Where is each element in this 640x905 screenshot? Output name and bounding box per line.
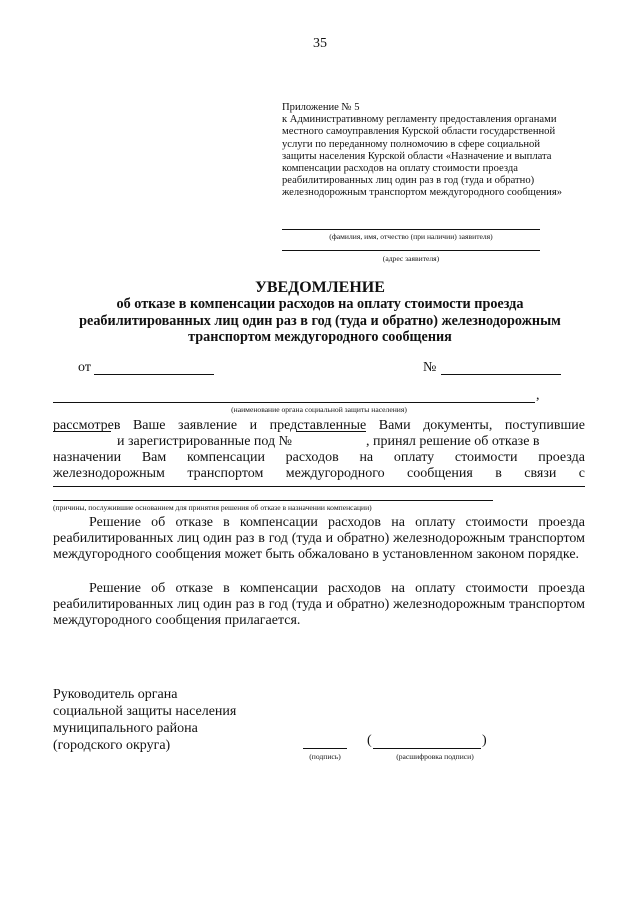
document-title: УВЕДОМЛЕНИЕ [255,279,385,296]
organ-caption: (наименование органа социальной защиты населения) [231,405,407,414]
signatory-line: (городского округа) [53,738,171,753]
document-subtitle: об отказе в компенсации расходов на оплату стоимости проезда реабилитированных лиц один раз в год (туда и обратно) железнодорожным транспортом междугородного сообщения [79,296,561,345]
appendix-line: Приложение № 5 [282,102,360,113]
paragraph-attached: Решение об отказе в компенсации расходов на оплату стоимости проезда реабилитированных лиц один раз в год (туда и обратно) железнодорожным транспортом междугородного сообщения прилагается. [53,581,585,628]
body-line-3: назначении Вам компенсации расходов на оплату стоимости проезда [53,450,585,465]
applicant-name-caption: (фамилия, имя, отчество (при наличии) заявителя) [329,232,493,241]
signatory-line: социальной защиты населения [53,704,237,719]
appendix-line: железнодорожным транспортом междугородного сообщения» [282,187,563,199]
number-field[interactable] [441,374,561,375]
page-number: 35 [313,36,327,51]
appendix-line: к Административному регламенту предоставления органами [282,114,557,126]
number-label: № [423,360,437,375]
received-date-field[interactable] [53,431,111,432]
from-label: от [78,360,91,375]
signatory-block [53,686,236,754]
signatory-line: муниципального района [53,721,198,736]
appendix-line: компенсации расходов на оплату стоимости проезда [282,163,518,175]
date-field[interactable] [94,374,214,375]
paragraph-appeal: Решение об отказе в компенсации расходов на оплату стоимости проезда реабилитированных лиц один раз в год (туда и обратно) железнодорожным транспортом междугородного сообщения может быть обжаловано в установленном законом порядке. [53,515,585,562]
appendix-line: услуги по переданному полномочию в сфере социальной [282,138,541,150]
reason-caption: (причины, послужившие основанием для принятия решения об отказе в назначении компенсации) [53,503,372,512]
organ-name-field[interactable] [53,402,535,403]
decode-caption: (расшифровка подписи) [396,752,474,761]
signature-decode-field[interactable] [373,748,481,749]
decode-open-paren: ( [367,733,372,748]
body-text [53,418,585,482]
signatory-line: Руководитель органа [53,687,178,702]
reason-field-1[interactable] [53,486,585,487]
applicant-address-line[interactable] [282,250,540,251]
applicant-name-line[interactable] [282,229,540,230]
body-line-2: и зарегистрированные под № , принял решение об отказе в [53,434,585,450]
signature-field[interactable] [303,748,347,749]
registration-number-field[interactable] [296,431,366,432]
reason-field-2[interactable] [53,500,493,501]
signature-caption: (подпись) [309,752,341,761]
applicant-address-caption: (адрес заявителя) [382,254,440,263]
appendix-note [282,102,582,200]
body-line-4: железнодорожным транспортом междугородного сообщения в связи с [53,466,585,481]
body-line-1: рассмотрев Ваше заявление и представленные Вами документы, поступившие [53,418,585,433]
organ-comma: , [536,388,540,403]
appendix-line: реабилитированных лиц один раз в год (туда и обратно) [282,175,535,187]
decode-close-paren: ) [482,733,487,748]
appendix-line: местного самоуправления Курской области государственной [282,126,556,138]
appendix-line: защиты населения Курской области «Назначение и выплата [282,150,552,162]
